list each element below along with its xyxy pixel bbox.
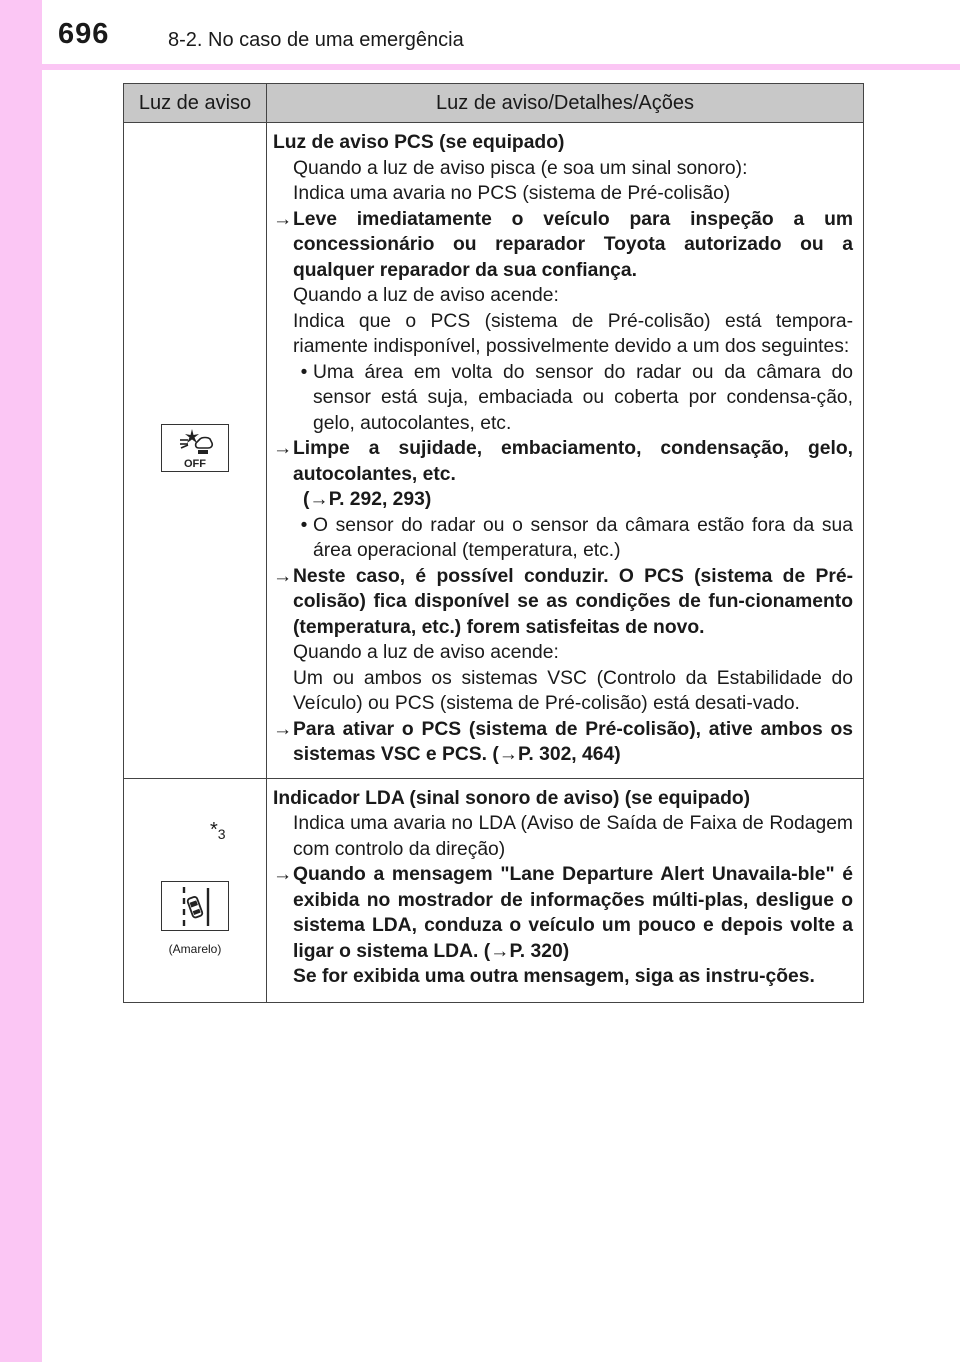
header-divider (42, 64, 960, 70)
text-line: Quando a luz de aviso acende: (293, 642, 559, 663)
action-text: Neste caso, é possível conduzir. O PCS (sistema de Pré-colisão) fica disponível se as condições de fun-cionamento (temperatura, etc.) forem satisfeitas de novo. (293, 565, 853, 638)
footnote-marker (210, 819, 226, 842)
text-line: Quando a luz de aviso pisca (e soa um sinal sonoro): (293, 157, 748, 179)
arrow-icon: → (273, 864, 293, 885)
svg-text:OFF: OFF (184, 457, 206, 470)
action-item (273, 862, 853, 964)
reference-text: P. 292, 293) (328, 489, 432, 510)
arrow-icon: → (273, 438, 293, 459)
page-header (0, 0, 960, 62)
details-cell (267, 123, 864, 779)
section-title: 8-2. No caso de uma emergência (168, 29, 464, 51)
action-text: Leve imediatamente o veículo para inspeção a um concessionário ou reparador Toyota autorizado ou a qualquer reparador da sua confiança. (293, 208, 853, 281)
action-item (273, 717, 853, 768)
arrow-icon: → (273, 208, 293, 230)
arrow-icon: → (498, 744, 519, 765)
details-cell (267, 778, 864, 1002)
table-row (124, 123, 864, 779)
text-line: Indica uma avaria no PCS (sistema de Pré-colisão) (293, 183, 731, 204)
footnote-number: 3 (217, 825, 226, 842)
text-line: Indica uma avaria no LDA (Aviso de Saída de Faixa de Rodagem com controlo da direção) (293, 813, 853, 860)
icon-cell (124, 123, 267, 779)
column-header-light: Luz de aviso (124, 84, 267, 123)
action-text: Para ativar o PCS (sistema de Pré-colisão), ative ambos os sistemas VSC e PCS. ( (293, 718, 853, 765)
lda-title: Indicador LDA (sinal sonoro de aviso) (se equipado) (273, 787, 751, 809)
bullet-text: Uma área em volta do sensor do radar ou da câmara do sensor está suja, embaciada ou coberta por condensa-ção, gelo, autocolantes, etc. (313, 361, 853, 434)
pcs-off-warning-icon (161, 424, 229, 472)
footnote-star: * (210, 818, 218, 841)
action-item (273, 564, 853, 641)
icon-cell (124, 778, 267, 1002)
warning-light-table (123, 83, 864, 1003)
table-row (124, 778, 864, 1002)
reference-text: P. 320) (509, 940, 570, 962)
pcs-title: Luz de aviso PCS (se equipado) (273, 132, 565, 153)
action-continuation: Se for exibida uma outra mensagem, siga as instru-ções. (293, 966, 815, 987)
arrow-icon: → (309, 489, 329, 510)
color-note: (Amarelo) (168, 941, 222, 956)
action-item (273, 207, 853, 284)
side-color-strip (0, 0, 42, 1362)
text-line: Um ou ambos os sistemas VSC (Controlo da Estabilidade do Veículo) ou PCS (sistema de Pré-colisão) está desati-vado. (293, 667, 853, 714)
action-text: Quando a mensagem "Lane Departure Alert Unavaila-ble" é exibida no mostrador de informações múlti-plas, desligue o sistema LDA, conduza o veículo um pouco e depois volte a ligar o sistema LDA. ( (293, 864, 853, 962)
action-item (273, 436, 853, 487)
arrow-icon: → (490, 940, 510, 962)
column-header-details: Luz de aviso/Detalhes/Ações (267, 84, 864, 123)
arrow-icon: → (273, 565, 293, 587)
text-line: Indica que o PCS (sistema de Pré-colisão) está tempora-riamente indisponível, possivelmente devido a um dos seguintes: (293, 310, 853, 357)
bullet-icon: • (300, 514, 308, 536)
bullet-icon: • (300, 361, 308, 383)
bullet-item (273, 360, 853, 437)
reference-text: P. 302, 464) (518, 744, 621, 765)
table-header-row (124, 84, 864, 123)
bullet-item (273, 513, 853, 564)
page-number: 696 (58, 18, 110, 50)
arrow-icon: → (273, 718, 293, 740)
page-reference: (→P. 292, 293) (303, 489, 432, 510)
bullet-text: O sensor do radar ou o sensor da câmara estão fora da sua área operacional (temperatura, etc.) (313, 514, 853, 561)
action-text: Limpe a sujidade, embaciamento, condensação, gelo, autocolantes, etc. (293, 438, 853, 485)
text-line: Quando a luz de aviso acende: (293, 285, 559, 306)
lda-indicator-icon (161, 881, 229, 931)
